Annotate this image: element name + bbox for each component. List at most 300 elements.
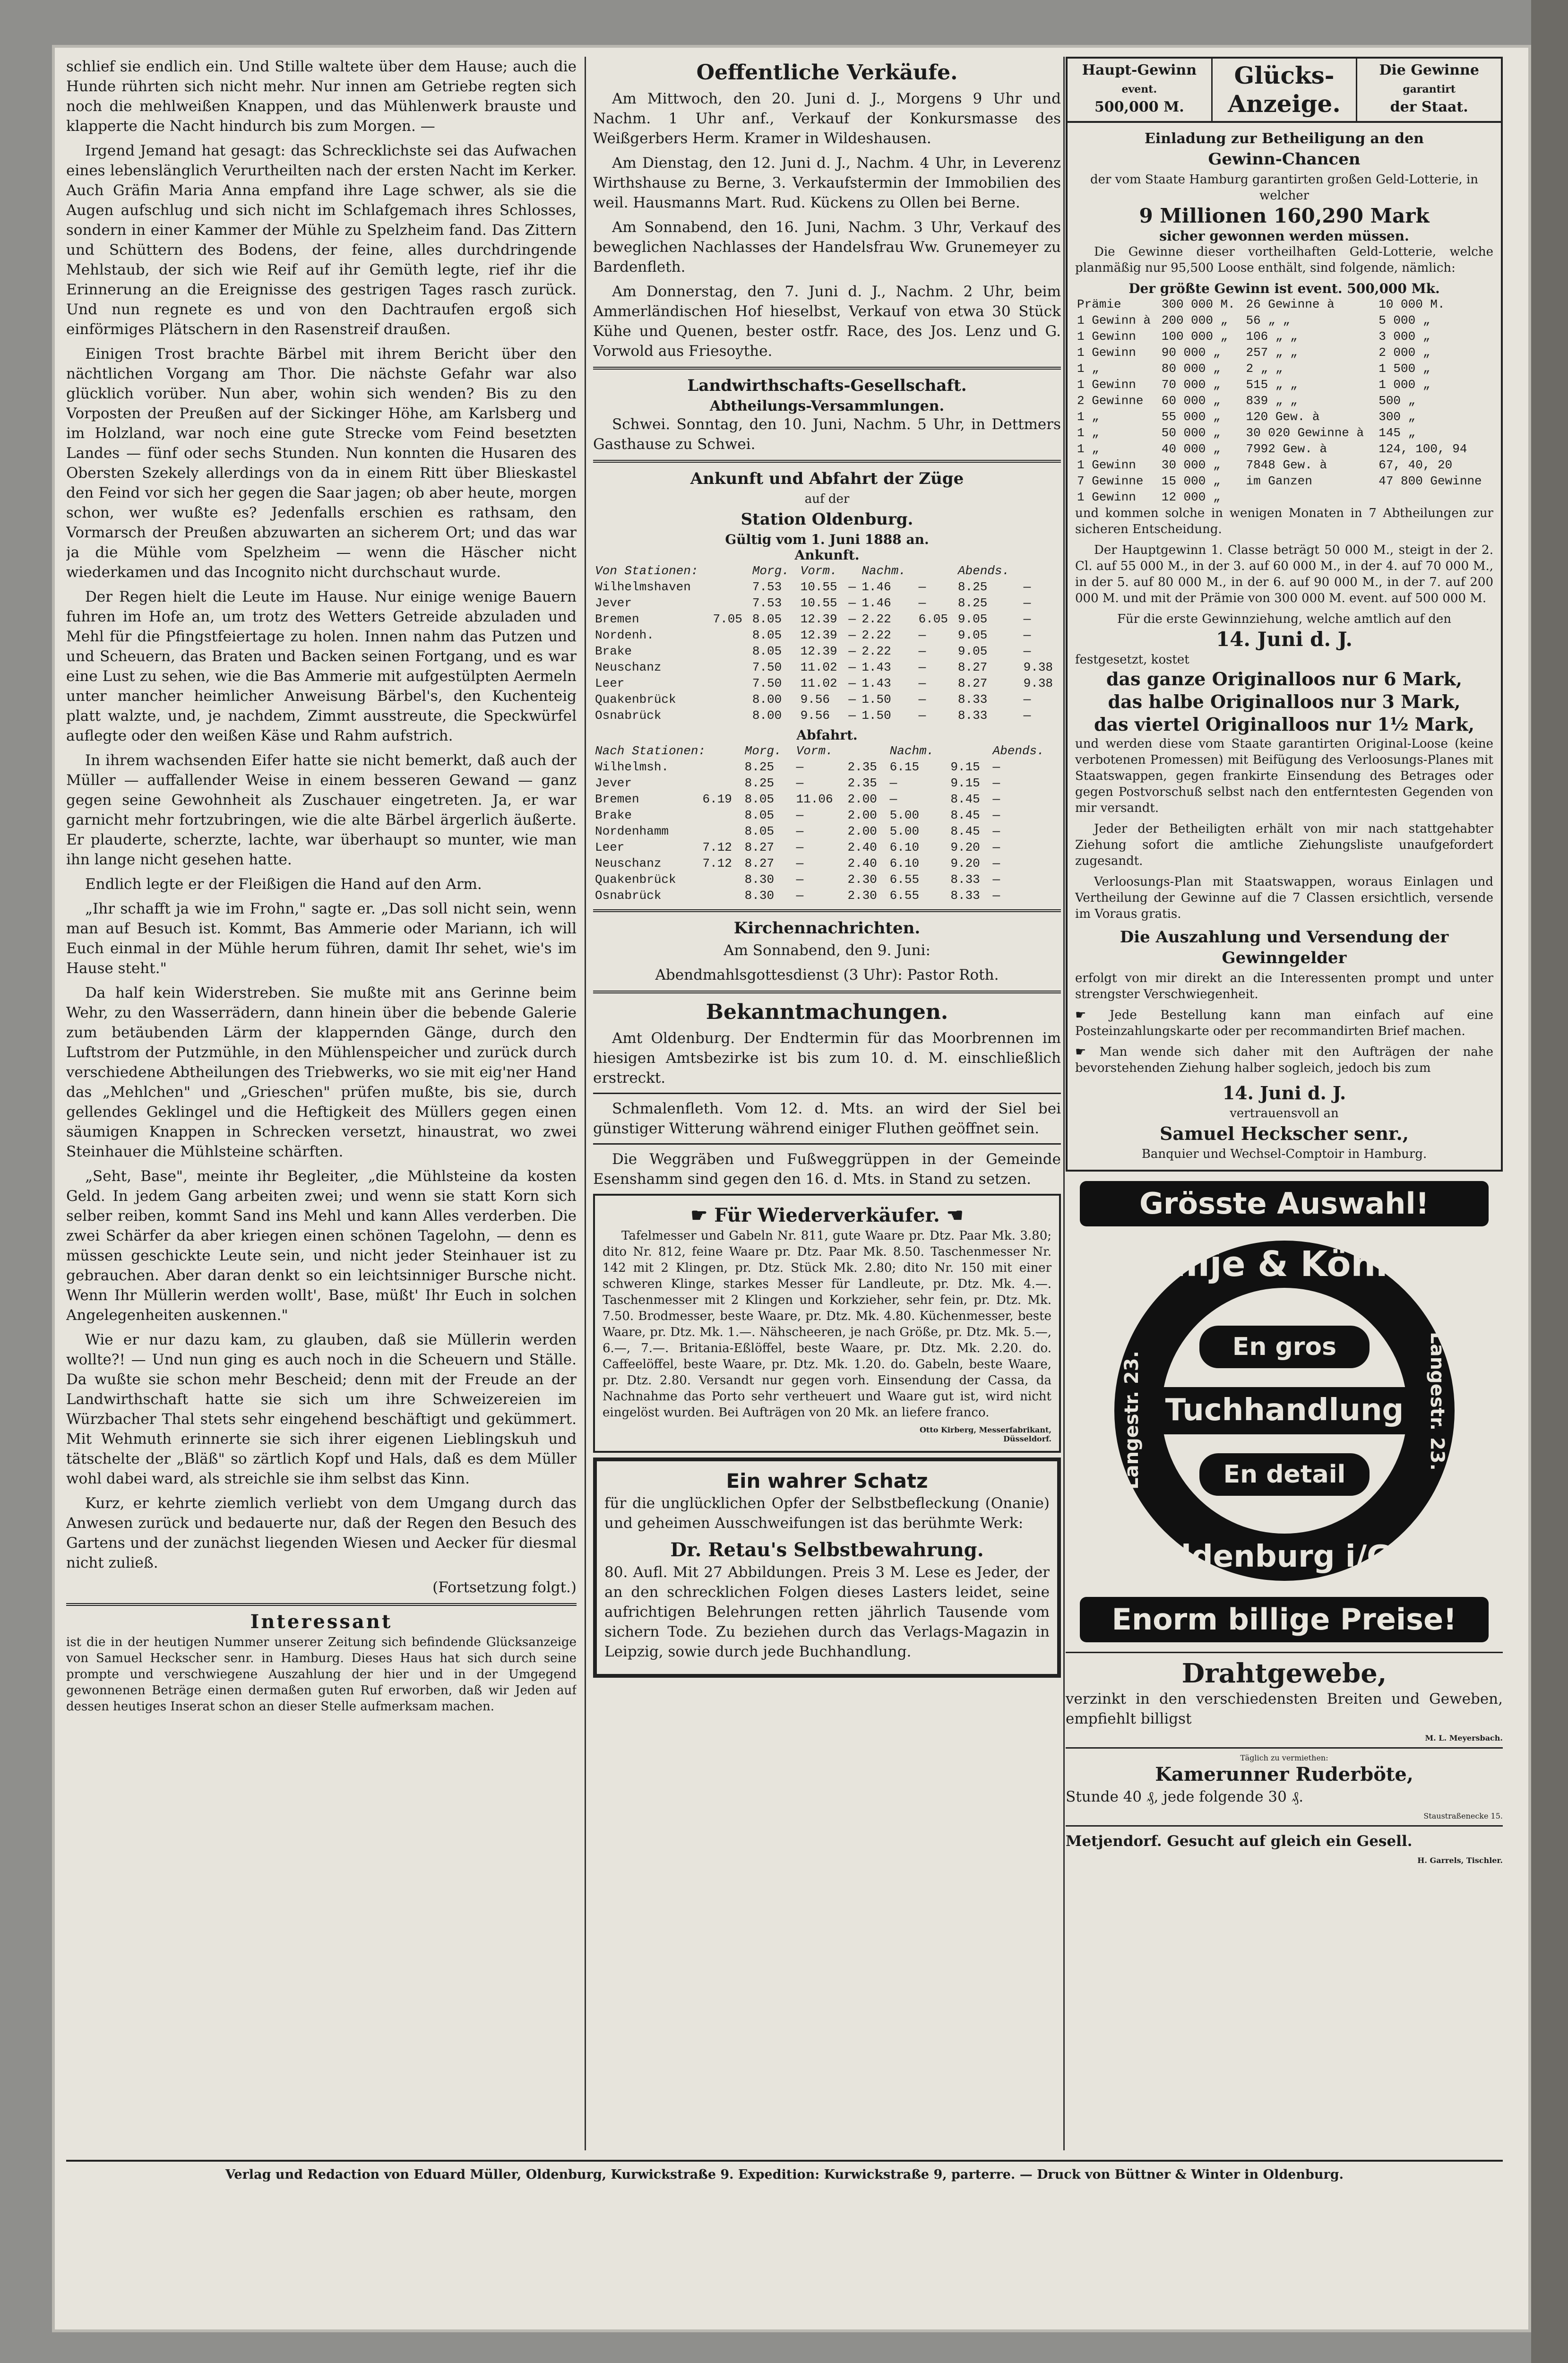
table-row [593,775,1061,791]
table-cell: 5.00 [889,824,920,838]
table-cell: 1 Gewinn [1077,458,1136,472]
table-row [593,659,1061,675]
table-cell: — [1023,628,1031,642]
table-header-row [593,563,1061,579]
rb-line: Stunde 40 ₰, jede folgende 30 ₰. [1066,1788,1304,1805]
story-paragraph: Kurz, er kehrte ziemlich verliebt von dem Umgang durch das Anwesen zurück und bedauerte nur, daß der Regen den Besuch des Gartens und der zunächst liegenden Wiesen und Aecker für diesmal nicht zuließ. [66,1495,577,1571]
table-cell: 56 „ „ [1246,313,1291,328]
divider [1066,1825,1503,1827]
table-header-cell: Morg. [752,564,789,578]
table-cell [1377,489,1493,505]
kirchen-title: Kirchennachrichten. [733,919,921,938]
table-cell: 300 000 M. [1161,297,1235,311]
column-rule [585,57,586,2150]
hk-tuch: Tuchhandlung [1165,1393,1404,1428]
table-row [593,888,1061,904]
table-cell: — [992,888,1000,903]
table-cell: 2.22 [862,644,891,658]
table-cell: 2.22 [862,612,891,626]
table-cell: 8.05 [744,824,775,838]
table-cell: Osnabrück [595,888,662,903]
table-header-cell: Nach Stationen: [595,744,706,758]
table-cell: 15 000 „ [1161,474,1221,488]
table-cell: 26 Gewinne à [1246,297,1335,311]
table-cell: 8.05 [752,628,782,642]
story-paragraph: Endlich legte er der Fleißigen die Hand auf den Arm. [85,876,482,893]
rb-line: Täglich zu vermiethen: [1240,1753,1328,1762]
bek-item: Schmalenfleth. Vom 12. d. Mts. an wird der Siel bei günstiger Witterung während einiger Fluthen geöffnet sein. [593,1100,1061,1137]
table-cell [711,659,750,675]
divider [593,460,1061,463]
story-paragraph: Irgend Jemand hat gesagt: das Schrecklichste sei das Aufwachen eines lebenslänglich Verurtheilten nach der ersten Nacht im Kerker. Auch Gräfin Maria Anna empfand ihre Lage schwer, als sie die Augen aufschlug und sich nicht im Schlafgemach ihres Schlosses, sondern in einer Kammer der Mühle zu Spelzheim fand. Das Zittern und Schüttern des Bodens, der feine, alles durchdringende Mehlstaub, der sich wie Reif auf ihr Gemüth legte, rief ihr die Erinnerung an die Ereignisse des gestrigen Tages rasch zurück. Und nun regnete es und von den Dachtraufen ergoß sich einförmiges Plätschern in den Rasenstreif draußen. [66,142,577,338]
table-cell: 106 „ „ [1246,329,1298,344]
table-cell: 1.46 [862,596,891,610]
rb-title: Kamerunner Ruderböte, [1155,1763,1413,1785]
gl-lottery: der vom Staate Hamburg garantirten großen Geld-Lotterie, in welcher [1090,172,1479,203]
table-cell: 1 Gewinn à [1077,313,1151,328]
table-cell: Leer [595,840,625,854]
table-cell: Osnabrück [595,708,662,723]
hillje-koehne-ad [1066,1181,1503,1642]
table-cell [711,691,750,707]
table-cell: 6.10 [889,840,920,854]
table-cell: 2.40 [847,856,877,871]
divider [593,991,1061,993]
table-header-cell: Abends. [957,564,1010,578]
table-cell: 10 000 M. [1378,297,1445,311]
table-cell [700,759,742,775]
table-cell: — [918,692,926,707]
table-cell: 100 000 „ [1161,329,1228,344]
table-cell: 8.00 [752,708,782,723]
interessant-text: ist die in der heutigen Nummer unserer Zeitung sich befindende Glücksanzeige von Samuel Heckscher senr. in Hamburg. Dieses Haus hat sich durch seine prompte und verschwiegene Auszahlung der hier und in der Umgegend gewonnenen Beträge einen dermaßen guten Ruf erworben, daß wir Jeden auf dessen heutiges Inserat schon an dieser Stelle aufmerksam machen. [66,1635,577,1714]
table-cell: 8.30 [744,888,775,903]
table-cell: — [1023,708,1031,723]
table-cell: 8.05 [744,808,775,822]
zuege-auf: auf der [804,492,850,506]
bek-item: Amt Oldenburg. Der Endtermin für das Moorbrennen im hiesigen Amtsbezirke ist bis zum 10. d. M. einschließlich erstreckt. [593,1030,1061,1087]
lw-sub: Abtheilungs-Versammlungen. [709,398,945,414]
table-cell: 8.33 [950,888,980,903]
table-cell: 2 „ „ [1246,362,1283,376]
schatz-text: 80. Aufl. Mit 27 Abbildungen. Preis 3 M. Lese es Jeder, der an den schrecklichen Folgen dieses Lasters leidet, seine aufrichtigen Belehrungen retten jährlich Tausende vom sichern Tode. Zu beziehen durch das Verlags-Magazin in Leipzig, sowie durch jede Buchhandlung. [604,1564,1050,1660]
table-cell: 1.43 [862,660,891,674]
table-cell: 7.12 [702,840,732,854]
column-feuilleton [66,57,577,2131]
table-row [593,675,1061,691]
table-cell: 30 000 „ [1161,458,1221,472]
table-row [1075,345,1493,361]
table-row [1075,409,1493,425]
schatz-title: Ein wahrer Schatz [726,1469,928,1492]
dg-signature: M. L. Meyersbach. [1425,1733,1503,1742]
table-cell: — [992,792,1000,806]
table-cell: 90 000 „ [1161,345,1221,360]
table-cell: — [992,808,1000,822]
table-cell: 12.39 [800,644,837,658]
table-header-cell: Morg. [744,744,782,758]
table-cell: 2.35 [847,760,877,774]
table-cell: 9.05 [957,612,988,626]
table-cell: 70 000 „ [1161,378,1221,392]
table-cell: Wilhelmshaven [595,580,691,594]
table-cell: Quakenbrück [595,692,676,707]
table-row [593,791,1061,807]
table-cell: 47 800 Gewinne [1378,474,1482,488]
table-header-cell [846,743,888,759]
table-cell: — [1023,644,1031,658]
table-cell: Wilhelmsh. [595,760,669,774]
table-cell: — [848,612,856,626]
table-cell: 2.00 [847,792,877,806]
table-cell: 1.46 [862,580,891,594]
table-cell: 9.15 [950,776,980,790]
story-paragraph: „Seht, Base", meinte ihr Begleiter, „die Mühlsteine da kosten Geld. In jedem Gang arbeiten zwei; und wenn sie statt Korn sich selber reiben, kommt Sand ins Mehl und kann Alles verderben. Die zwei Schärfer da aber kriegen einen schönen Tagelohn, — denn es müssen geschickte Leute sein, und nicht jeder Steinhauer ist zu gebrauchen. Aber daran denkt so ein leichtsinniger Bursche nicht. Wenn Ihr Müllerin werden wollt', Base, müßt' Ihr Euch in solchen Angelegenheiten auskennen." [66,1168,577,1324]
zuege-valid: Gültig vom 1. Juni 1888 an. [725,532,929,547]
table-cell: 8.05 [752,612,782,626]
gl-vertr: vertrauensvoll an [1230,1106,1339,1121]
table-cell: 8.25 [744,776,775,790]
table-cell: — [796,808,804,822]
table-cell: — [796,840,804,854]
pointing-hand-icon: ☛ [1075,1008,1110,1022]
pointing-hand-icon: ☛ [1075,1045,1100,1059]
divider [593,367,1061,370]
table-cell [700,807,742,823]
table-cell: — [848,708,856,723]
table-cell: 9.56 [800,708,830,723]
divider [1066,1747,1503,1749]
gl-left: Haupt-Gewinn event. 500,000 M. [1068,59,1213,121]
table-cell: 40 000 „ [1161,442,1221,456]
table-header-row [593,743,1061,759]
table-cell: 12.39 [800,612,837,626]
table-cell: Bremen [595,612,639,626]
table-cell: — [1023,596,1031,610]
table-cell [1244,489,1377,505]
dg-text: verzinkt in den verschiedensten Breiten und Geweben, empfiehlt billigst [1066,1690,1503,1727]
table-cell: 10.55 [800,580,837,594]
table-cell: 1 500 „ [1378,362,1430,376]
table-row [1075,489,1493,505]
gl-text: Der Hauptgewinn 1. Classe beträgt 50 000 M., steigt in der 2. Cl. auf 55 000 M., in der 3. auf 60 000 M., in der 4. auf 70 000 M., in der 5. auf 80 000 M., in der 6. auf 90 000 M., in der 7. auf 200 000 M. und mit der Prämie von 300 000 M. event. auf 500 000 M. [1075,543,1493,605]
table-cell: 1.50 [862,692,891,707]
gl-date: 14. Juni d. J. [1222,1082,1346,1104]
column-rule [1063,57,1065,2150]
ankunft-label: Ankunft. [794,547,860,563]
table-cell: 7 Gewinne [1077,474,1144,488]
table-cell: 80 000 „ [1161,362,1221,376]
table-cell: 145 „ [1378,426,1416,440]
table-cell: 6.55 [889,872,920,887]
table-cell: 1 „ [1077,410,1099,424]
pointing-hand-icon: ☚ [939,1204,964,1226]
table-row [1075,312,1493,328]
table-cell [711,627,750,643]
verkauf-title: Oeffentliche Verkäufe. [696,60,958,85]
table-cell: 1 000 „ [1378,378,1430,392]
table-cell: 30 020 Gewinne à [1246,426,1364,440]
wv-city: Düsseldorf. [1003,1434,1051,1443]
schatz-text: für die unglücklichen Opfer der Selbstbefleckung (Onanie) und geheimen Ausschweifungen ist das berühmte Werk: [604,1495,1050,1532]
page-edge [1531,0,1568,2363]
verkauf-item: Am Donnerstag, den 7. Juni d. J., Nachm. 2 Uhr, beim Ammerländischen Hof hieselbst, Verkauf von etwa 30 Stück Kühe und Quenen, bester ostfr. Race, des Jos. Lenz und G. Vorwold aus Friesoythe. [593,283,1061,360]
table-cell: 7.53 [752,580,782,594]
table-cell: 6.05 [918,612,948,626]
table-cell: Prämie [1077,297,1121,311]
hk-detail: En detail [1223,1460,1345,1489]
table-cell: 7.12 [702,856,732,871]
table-cell: 1 „ [1077,426,1099,440]
table-row [593,807,1061,823]
table-cell: Jever [595,776,632,790]
gl-right: Die Gewinne garantirt der Staat. [1379,62,1479,115]
table-cell: 124, 100, 94 [1378,442,1467,456]
table-cell: 257 „ „ [1246,345,1298,360]
table-cell: — [918,660,926,674]
table-cell: 9.20 [950,856,980,871]
table-cell: 8.25 [744,760,775,774]
table-cell: — [992,840,1000,854]
table-cell: 8.30 [744,872,775,887]
table-cell [711,675,750,691]
table-cell: 8.05 [744,792,775,806]
abfahrt-label: Abfahrt. [796,727,858,743]
gl-erste: Für die erste Gewinnziehung, welche amtlich auf den [1117,612,1451,626]
hk-name: Hillje & Köhne [1144,1244,1424,1285]
gl-text: Die Gewinne dieser vortheilhaften Geld-Lotterie, welche planmäßig nur 95,500 Loose enthält, sind folgende, nämlich: [1075,245,1493,275]
gl-text: und kommen solche in wenigen Monaten in 7 Abtheilungen zur sicheren Entscheidung. [1075,506,1493,536]
gluecks-header [1066,57,1503,123]
table-cell: 7.53 [752,596,782,610]
table-cell: 9.56 [800,692,830,707]
table-cell: 8.33 [957,692,988,707]
story-paragraph: Wie er nur dazu kam, zu glauben, daß sie Müllerin werden wollte?! — Und nun ging es auch noch in die Scheuern und Ställe. Da wußte sie schon mehr Bescheid; denn mit der Freude an der Landwirthschaft hatte sie sich um ihre Schweizereien im Würzbacher Thal stets sehr eingehend beschäftigt und gekümmert. Mit Wehmuth erinnerte sie sich ihrer eigenen Lieblingskuh und tätschelte der „Bläß" so zärtlich Kopf und Hals, daß es dem Müller wohl dabei ward, als streichle sie ihm selbst das Kinn. [66,1331,577,1487]
table-cell: 8.27 [957,660,988,674]
zuege-title: Ankunft und Abfahrt der Züge [690,469,964,488]
mz-text: Metjendorf. Gesucht auf gleich ein Gesell. [1066,1833,1413,1850]
rb-address: Staustraßenecke 15. [1423,1811,1503,1820]
table-cell: — [848,644,856,658]
table-cell: — [796,760,804,774]
table-header-cell [948,743,991,759]
table-row [1075,361,1493,377]
table-cell: 1 Gewinn [1077,490,1136,504]
table-cell [700,871,742,888]
table-cell: 8.45 [950,824,980,838]
continuation-note: (Fortsetzung folgt.) [432,1579,577,1596]
table-cell: — [796,856,804,871]
table-cell: 2.30 [847,888,877,903]
bek-title: Bekanntmachungen. [706,1000,948,1024]
verkauf-item: Am Sonnabend, den 16. Juni, Nachm. 3 Uhr, Verkauf des beweglichen Nachlasses der Handelsfrau Ww. Grunemeyer zu Bardenfleth. [593,219,1061,276]
table-cell: 500 „ [1378,394,1416,408]
divider [66,1603,577,1606]
table-cell: 1 „ [1077,442,1099,456]
table-cell [700,775,742,791]
table-cell: — [796,824,804,838]
table-cell: 67, 40, 20 [1378,458,1453,472]
table-cell: — [992,872,1000,887]
table-cell: — [918,596,926,610]
gl-text: ☛ Man wende sich daher mit den Aufträgen der nahe bevorstehenden Ziehung halber sogleich, jedoch bis zum [1075,1045,1493,1075]
dg-title: Drahtgewebe, [1181,1658,1387,1689]
table-cell: 515 „ „ [1246,378,1298,392]
table-cell: 7848 Gew. à [1246,458,1327,472]
table-cell: Leer [595,676,625,690]
table-header-cell [917,563,956,579]
table-cell: 9.05 [957,644,988,658]
table-cell: 11.02 [800,676,837,690]
table-cell: — [918,644,926,658]
story-text [66,57,577,1573]
table-row [593,839,1061,855]
table-cell: 11.02 [800,660,837,674]
table-cell: Brake [595,644,632,658]
column-ads [1066,57,1503,2131]
verkauf-item: Am Mittwoch, den 20. Juni d. J., Morgens 9 Uhr und Nachm. 1 Uhr anf., Verkauf der Konkursmasse des Weißgerbers Herm. Kramer in Wildeshausen. [593,90,1061,147]
table-cell: — [918,628,926,642]
table-cell: 6.19 [702,792,732,806]
gl-text: Jeder der Betheiligten erhält von mir nach stattgehabter Ziehung sofort die amtliche Ziehungsliste unaufgefordert zugesandt. [1075,822,1493,868]
table-cell: 50 000 „ [1161,426,1221,440]
table-cell: 8.45 [950,808,980,822]
kirchen-line: Am Sonnabend, den 9. Juni: [724,942,930,959]
table-cell: 8.27 [744,856,775,871]
table-cell: 839 „ „ [1246,394,1298,408]
table-row [593,707,1061,724]
table-cell: 6.55 [889,888,920,903]
wv-signature: Otto Kirberg, Messerfabrikant, [919,1425,1051,1434]
table-cell: — [796,888,804,903]
table-row [593,871,1061,888]
table-cell: 1 „ [1077,362,1099,376]
gl-inv: Einladung zur Betheiligung an den [1144,130,1424,147]
table-cell: — [918,676,926,690]
table-cell: — [918,708,926,723]
prize-table [1075,296,1493,505]
hk-banner: Grösste Auswahl! [1080,1181,1489,1226]
hk-street: Langestr. 23. [1120,1351,1143,1490]
gl-chancen: Gewinn-Chancen [1208,150,1361,169]
hk-emblem [1105,1231,1464,1590]
table-cell: 2.40 [847,840,877,854]
table-cell: Nordenhamm [595,824,669,838]
table-cell: Neuschanz [595,856,662,871]
table-row [593,855,1061,871]
table-cell: 7.05 [713,612,742,626]
table-cell: 1 Gewinn [1077,378,1136,392]
gl-text: Verloosungs-Plan mit Staatswappen, woraus Einlagen und Vertheilung der Gewinne auf die 7 Classen ersichtlich, versende im Voraus gratis. [1075,875,1493,921]
table-cell: — [848,692,856,707]
table-cell: 8.25 [957,596,988,610]
divider [593,1093,1061,1094]
column-notices [593,57,1061,2131]
table-cell [711,595,750,611]
gluecks-ad [1066,123,1503,1172]
table-cell: 1.43 [862,676,891,690]
table-cell: Jever [595,596,632,610]
wiederverkaeufer-ad [593,1194,1061,1453]
table-cell: Brake [595,808,632,822]
table-cell: 2.22 [862,628,891,642]
table-cell: Neuschanz [595,660,662,674]
mz-signature: H. Garrels, Tischler. [1417,1856,1503,1865]
table-cell [711,579,750,595]
table-cell: 7992 Gew. à [1246,442,1327,456]
zuege-station: Station Oldenburg. [741,510,913,529]
table-cell: — [992,824,1000,838]
table-cell: — [992,776,1000,790]
imprint-footer: Verlag und Redaction von Eduard Müller, Oldenburg, Kurwickstraße 9. Expedition: Kurwickstraße 9, parterre. — Druck von Büttner & Winter in Oldenburg. [66,2160,1503,2183]
table-header-cell: Nachm. [862,564,906,578]
kirchen-line: Abendmahlsgottesdienst (3 Uhr): Pastor Roth. [655,966,999,983]
table-cell [711,643,750,659]
schatz-book: Dr. Retau's Selbstbewahrung. [670,1539,984,1561]
table-cell: Quakenbrück [595,872,676,887]
table-cell: 8.05 [752,644,782,658]
gl-text: erfolgt von mir direkt an die Interessenten prompt und unter strengster Verschwiegenheit. [1075,971,1493,1001]
table-cell: 8.25 [957,580,988,594]
table-row [1075,425,1493,441]
gl-text: ☛ Jede Bestellung kann man einfach auf eine Posteinzahlungskarte oder per recommandirten Brief machen. [1075,1008,1493,1038]
table-cell: 10.55 [800,596,837,610]
gl-fest: festgesetzt, kostet [1075,653,1189,667]
gl-millions: 9 Millionen 160,290 Mark [1139,204,1430,227]
table-cell: 120 Gew. à [1246,410,1320,424]
table-cell: 8.33 [957,708,988,723]
table-cell: — [848,596,856,610]
table-row [593,579,1061,595]
table-cell: 2.00 [847,808,877,822]
gl-groesste: Der größte Gewinn ist event. 500,000 Mk. [1129,281,1440,296]
divider [593,909,1061,912]
table-cell [700,823,742,839]
table-cell: — [848,660,856,674]
table-header-cell: Vorm. [800,564,837,578]
story-paragraph: schlief sie endlich ein. Und Stille waltete über dem Hause; auch die Hunde rührten sich nicht mehr. Nur innen am Getriebe regten sich noch die mehlweißen Knappen, und das Mühlenwerk brauste und klapperte die Nacht hindurch bis zum Morgen. — [66,58,577,135]
table-cell [711,707,750,724]
hk-street: Langestr. 23. [1426,1332,1448,1471]
table-row [593,759,1061,775]
table-cell: — [992,760,1000,774]
table-cell: 2 000 „ [1378,345,1430,360]
table-cell: 9.38 [1023,660,1053,674]
table-cell: 2.35 [847,776,877,790]
table-cell: 60 000 „ [1161,394,1221,408]
table-header-cell: Nachm. [889,744,934,758]
table-cell: 2 Gewinne [1077,394,1144,408]
table-cell: 11.06 [796,792,833,806]
table-cell: 200 000 „ [1161,313,1228,328]
table-cell: — [1023,580,1031,594]
table-cell: — [848,676,856,690]
table-header-cell [846,563,860,579]
schatz-ad [593,1457,1061,1678]
bek-item: Die Weggräben und Fußweggrüppen in der Gemeinde Esenshamm sind gegen den 16. d. Mts. in Stand zu setzen. [593,1151,1061,1188]
table-cell: 5 000 „ [1378,313,1430,328]
table-header-cell: Von Stationen: [595,564,698,578]
table-row [1075,473,1493,489]
table-cell: 8.27 [744,840,775,854]
table-cell: 8.33 [950,872,980,887]
table-cell: 8.00 [752,692,782,707]
hk-city: Oldenburg i/Gr. [1155,1539,1413,1574]
table-header-cell: Vorm. [796,744,833,758]
table-cell: Nordenh. [595,628,654,642]
divider [593,1143,1061,1145]
table-cell: 300 „ [1378,410,1416,424]
